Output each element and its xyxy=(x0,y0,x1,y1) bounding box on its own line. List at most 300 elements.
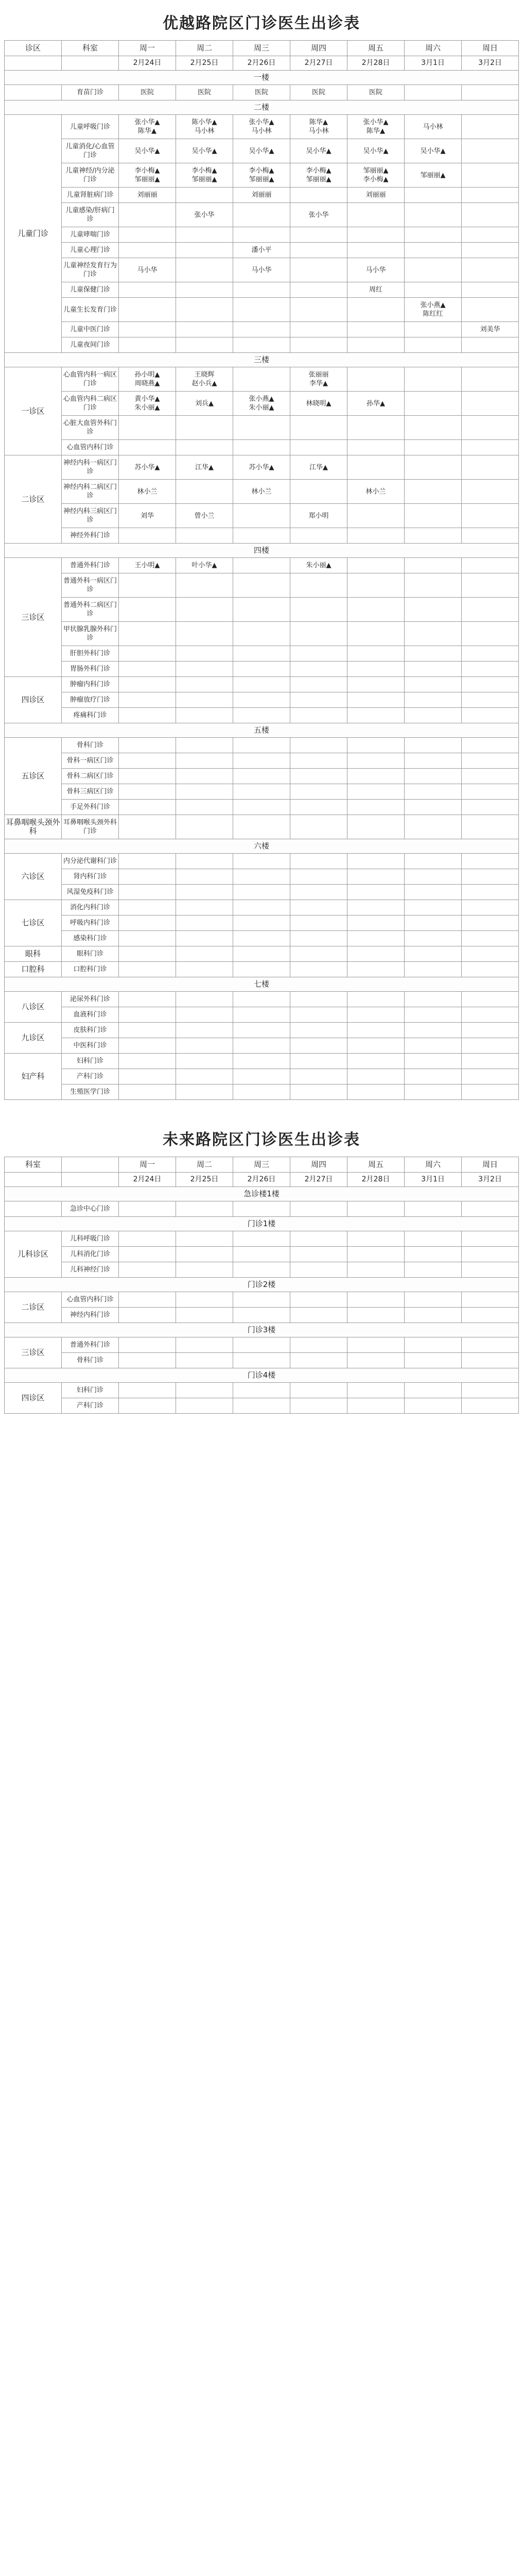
doctor-cell xyxy=(176,622,233,646)
doctor-cell xyxy=(119,573,176,598)
doctor-cell xyxy=(119,885,176,900)
floor-label: 三楼 xyxy=(5,353,519,367)
department-name: 心脏大血管外科门诊 xyxy=(62,416,119,440)
doctor-cell xyxy=(347,1038,405,1054)
doctor-cell: 朱小丽▲ xyxy=(290,558,347,573)
doctor-cell xyxy=(176,854,233,869)
doctor-cell xyxy=(119,800,176,815)
doctor-cell xyxy=(405,440,462,455)
table-row xyxy=(5,1023,519,1038)
doctor-cell xyxy=(119,227,176,243)
table-row xyxy=(5,646,519,662)
doctor-cell xyxy=(347,598,405,622)
header-cell: 周日 xyxy=(462,1157,519,1173)
doctor-cell xyxy=(176,646,233,662)
table-row xyxy=(5,440,519,455)
doctor-cell xyxy=(176,800,233,815)
table-row xyxy=(5,1054,519,1069)
doctor-cell xyxy=(176,662,233,677)
doctor-cell xyxy=(119,753,176,769)
section-label: 七诊区 xyxy=(5,900,62,946)
doctor-cell xyxy=(119,1231,176,1247)
doctor-cell xyxy=(233,203,290,227)
doctor-cell xyxy=(405,1262,462,1278)
doctor-cell xyxy=(462,1069,519,1084)
table-row xyxy=(5,480,519,504)
doctor-cell xyxy=(347,1292,405,1308)
doctor-cell xyxy=(119,528,176,544)
doctor-cell xyxy=(290,337,347,353)
doctor-cell xyxy=(176,227,233,243)
date-cell: 2月24日 xyxy=(119,1173,176,1187)
doctor-cell xyxy=(290,753,347,769)
doctor-cell: 吴小华▲ xyxy=(233,139,290,163)
doctor-cell xyxy=(290,1353,347,1368)
doctor-cell xyxy=(462,337,519,353)
date-cell: 2月27日 xyxy=(290,56,347,71)
doctor-cell xyxy=(405,1069,462,1084)
department-name: 普通外科门诊 xyxy=(62,558,119,573)
doctor-cell: 吴小华▲ xyxy=(176,139,233,163)
section-label: 三诊区 xyxy=(5,1337,62,1368)
doctor-cell xyxy=(176,900,233,916)
doctor-cell xyxy=(347,1231,405,1247)
department-name: 妇科门诊 xyxy=(62,1383,119,1398)
doctor-cell xyxy=(176,258,233,282)
doctor-cell xyxy=(233,900,290,916)
department-name: 骨科门诊 xyxy=(62,738,119,753)
floor-row xyxy=(5,100,519,115)
doctor-cell xyxy=(290,1337,347,1353)
doctor-cell xyxy=(119,1054,176,1069)
doctor-cell xyxy=(462,708,519,723)
schedule2-table xyxy=(4,1157,519,1414)
doctor-cell xyxy=(119,738,176,753)
table-row xyxy=(5,258,519,282)
doctor-cell xyxy=(405,662,462,677)
department-name: 儿童心理门诊 xyxy=(62,243,119,258)
doctor-cell xyxy=(462,962,519,977)
doctor-cell xyxy=(176,1069,233,1084)
doctor-cell xyxy=(405,258,462,282)
doctor-cell xyxy=(119,708,176,723)
department-name: 儿童夜间门诊 xyxy=(62,337,119,353)
doctor-cell xyxy=(176,1262,233,1278)
table-row xyxy=(5,298,519,322)
doctor-cell xyxy=(233,800,290,815)
doctor-cell xyxy=(347,1262,405,1278)
doctor-cell xyxy=(347,416,405,440)
doctor-cell: 江华▲ xyxy=(176,455,233,480)
table-row xyxy=(5,662,519,677)
doctor-cell xyxy=(405,854,462,869)
section-label: 一诊区 xyxy=(5,367,62,455)
doctor-cell xyxy=(347,622,405,646)
doctor-cell xyxy=(405,243,462,258)
doctor-cell: 江华▲ xyxy=(290,455,347,480)
table-row xyxy=(5,392,519,416)
date-cell: 2月24日 xyxy=(119,56,176,71)
doctor-cell xyxy=(119,1292,176,1308)
floor-row xyxy=(5,353,519,367)
doctor-cell xyxy=(290,1023,347,1038)
doctor-cell xyxy=(290,1038,347,1054)
doctor-cell xyxy=(347,931,405,946)
doctor-cell: 马小华 xyxy=(233,258,290,282)
doctor-cell xyxy=(347,916,405,931)
floor-label: 门诊2楼 xyxy=(5,1278,519,1292)
doctor-cell xyxy=(119,854,176,869)
doctor-cell xyxy=(233,622,290,646)
table-row xyxy=(5,900,519,916)
department-name: 普通外科门诊 xyxy=(62,1337,119,1353)
doctor-cell xyxy=(347,322,405,337)
header-cell: 周三 xyxy=(233,1157,290,1173)
table-row xyxy=(5,528,519,544)
doctor-cell xyxy=(405,1007,462,1023)
doctor-cell xyxy=(405,753,462,769)
table-row xyxy=(5,504,519,528)
header-cell: 诊区 xyxy=(5,41,62,56)
doctor-cell xyxy=(290,1069,347,1084)
doctor-cell xyxy=(290,738,347,753)
floor-row xyxy=(5,544,519,558)
doctor-cell xyxy=(176,298,233,322)
doctor-cell xyxy=(290,1007,347,1023)
section-label: 四诊区 xyxy=(5,677,62,723)
doctor-cell xyxy=(290,677,347,692)
table-row xyxy=(5,992,519,1007)
doctor-cell xyxy=(405,885,462,900)
table-row xyxy=(5,753,519,769)
floor-label: 五楼 xyxy=(5,723,519,738)
doctor-cell xyxy=(290,1084,347,1100)
doctor-cell xyxy=(405,946,462,962)
table-row xyxy=(5,1383,519,1398)
doctor-cell xyxy=(347,962,405,977)
doctor-cell: 林小兰 xyxy=(233,480,290,504)
doctor-cell xyxy=(462,188,519,203)
schedule-page xyxy=(4,0,519,1414)
doctor-cell xyxy=(176,480,233,504)
doctor-cell xyxy=(233,1054,290,1069)
doctor-cell: 孙华▲ xyxy=(347,392,405,416)
doctor-cell xyxy=(290,708,347,723)
floor-label: 六楼 xyxy=(5,839,519,854)
doctor-cell xyxy=(462,1231,519,1247)
date-cell: 3月1日 xyxy=(405,56,462,71)
doctor-cell: 张小华▲ 马小林 xyxy=(233,115,290,139)
doctor-cell: 李小梅▲ 邹丽丽▲ xyxy=(233,163,290,188)
doctor-cell: 刘兵▲ xyxy=(176,392,233,416)
doctor-cell xyxy=(176,528,233,544)
doctor-cell xyxy=(119,440,176,455)
doctor-cell xyxy=(233,1353,290,1368)
doctor-cell xyxy=(119,243,176,258)
doctor-cell xyxy=(405,800,462,815)
doctor-cell xyxy=(290,992,347,1007)
doctor-cell xyxy=(405,282,462,298)
department-name: 产科门诊 xyxy=(62,1398,119,1414)
doctor-cell xyxy=(119,1308,176,1323)
department-name: 中医科门诊 xyxy=(62,1038,119,1054)
doctor-cell xyxy=(119,416,176,440)
doctor-cell xyxy=(405,992,462,1007)
doctor-cell xyxy=(405,646,462,662)
doctor-cell xyxy=(176,1201,233,1217)
doctor-cell xyxy=(233,416,290,440)
doctor-cell xyxy=(233,1201,290,1217)
doctor-cell xyxy=(119,337,176,353)
doctor-cell xyxy=(290,1201,347,1217)
doctor-cell xyxy=(119,662,176,677)
doctor-cell xyxy=(462,85,519,100)
doctor-cell xyxy=(405,692,462,708)
doctor-cell xyxy=(462,784,519,800)
doctor-cell xyxy=(290,1054,347,1069)
doctor-cell xyxy=(233,322,290,337)
doctor-cell xyxy=(119,1337,176,1353)
doctor-cell xyxy=(119,815,176,839)
doctor-cell xyxy=(233,1038,290,1054)
doctor-cell xyxy=(462,769,519,784)
doctor-cell xyxy=(233,946,290,962)
doctor-cell xyxy=(462,692,519,708)
doctor-cell xyxy=(119,646,176,662)
doctor-cell xyxy=(405,1337,462,1353)
doctor-cell xyxy=(119,1201,176,1217)
doctor-cell xyxy=(290,622,347,646)
doctor-cell xyxy=(405,1038,462,1054)
doctor-cell xyxy=(462,1201,519,1217)
table-row xyxy=(5,598,519,622)
doctor-cell xyxy=(462,1247,519,1262)
doctor-cell xyxy=(290,869,347,885)
department-name: 妇科门诊 xyxy=(62,1054,119,1069)
doctor-cell: 张丽丽 李华▲ xyxy=(290,367,347,392)
doctor-cell xyxy=(290,243,347,258)
doctor-cell xyxy=(290,662,347,677)
doctor-cell xyxy=(347,854,405,869)
doctor-cell xyxy=(405,188,462,203)
doctor-cell: 马小华 xyxy=(119,258,176,282)
doctor-cell xyxy=(405,337,462,353)
doctor-cell xyxy=(119,282,176,298)
floor-label: 四楼 xyxy=(5,544,519,558)
table-row xyxy=(5,1308,519,1323)
doctor-cell xyxy=(233,1231,290,1247)
department-name: 甲状腺乳腺外科门诊 xyxy=(62,622,119,646)
doctor-cell: 邹丽丽▲ 李小梅▲ xyxy=(347,163,405,188)
department-name: 血液科门诊 xyxy=(62,1007,119,1023)
doctor-cell xyxy=(462,480,519,504)
doctor-cell xyxy=(290,1308,347,1323)
doctor-cell: 王晓辉 赵小兵▲ xyxy=(176,367,233,392)
department-name: 风湿免疫科门诊 xyxy=(62,885,119,900)
doctor-cell xyxy=(405,1398,462,1414)
schedule1-table xyxy=(4,40,519,1100)
doctor-cell xyxy=(405,1084,462,1100)
table-row xyxy=(5,869,519,885)
doctor-cell xyxy=(405,769,462,784)
table-row xyxy=(5,139,519,163)
doctor-cell: 张小华 xyxy=(176,203,233,227)
doctor-cell xyxy=(290,646,347,662)
date-cell: 3月1日 xyxy=(405,1173,462,1187)
doctor-cell xyxy=(347,298,405,322)
doctor-cell xyxy=(347,1069,405,1084)
doctor-cell xyxy=(405,869,462,885)
doctor-cell xyxy=(347,946,405,962)
doctor-cell xyxy=(176,815,233,839)
doctor-cell xyxy=(405,622,462,646)
doctor-cell xyxy=(119,1262,176,1278)
doctor-cell xyxy=(290,784,347,800)
doctor-cell xyxy=(176,188,233,203)
doctor-cell xyxy=(347,692,405,708)
doctor-cell xyxy=(347,869,405,885)
doctor-cell xyxy=(405,1247,462,1262)
table-row xyxy=(5,573,519,598)
doctor-cell xyxy=(462,1337,519,1353)
department-name: 骨科一病区门诊 xyxy=(62,753,119,769)
doctor-cell: 刘丽丽 xyxy=(347,188,405,203)
doctor-cell xyxy=(233,573,290,598)
doctor-cell xyxy=(462,367,519,392)
doctor-cell xyxy=(119,1353,176,1368)
doctor-cell xyxy=(347,203,405,227)
section-label: 口腔科 xyxy=(5,962,62,977)
doctor-cell xyxy=(405,1308,462,1323)
department-name: 育苗门诊 xyxy=(62,85,119,100)
table-row xyxy=(5,85,519,100)
doctor-cell xyxy=(290,854,347,869)
doctor-cell xyxy=(462,163,519,188)
department-name: 儿童中医门诊 xyxy=(62,322,119,337)
table-row xyxy=(5,188,519,203)
department-name: 感染科门诊 xyxy=(62,931,119,946)
doctor-cell xyxy=(119,784,176,800)
doctor-cell xyxy=(290,480,347,504)
doctor-cell xyxy=(405,1292,462,1308)
doctor-cell xyxy=(347,1007,405,1023)
doctor-cell xyxy=(233,504,290,528)
doctor-cell: 吴小华▲ xyxy=(347,139,405,163)
floor-row xyxy=(5,1187,519,1201)
doctor-cell xyxy=(462,1398,519,1414)
header-cell: 周一 xyxy=(119,41,176,56)
doctor-cell xyxy=(290,227,347,243)
doctor-cell xyxy=(462,931,519,946)
doctor-cell xyxy=(462,598,519,622)
table-row xyxy=(5,1069,519,1084)
doctor-cell: 李小梅▲ 邹丽丽▲ xyxy=(119,163,176,188)
doctor-cell xyxy=(176,1353,233,1368)
doctor-cell: 张小华 xyxy=(290,203,347,227)
table-row xyxy=(5,854,519,869)
doctor-cell xyxy=(405,931,462,946)
doctor-cell xyxy=(119,298,176,322)
doctor-cell xyxy=(176,1231,233,1247)
doctor-cell xyxy=(405,1054,462,1069)
doctor-cell xyxy=(176,337,233,353)
doctor-cell xyxy=(176,885,233,900)
floor-label: 二楼 xyxy=(5,100,519,115)
department-name: 神经内科二病区门诊 xyxy=(62,480,119,504)
doctor-cell xyxy=(405,962,462,977)
floor-row xyxy=(5,1323,519,1337)
doctor-cell: 曾小兰 xyxy=(176,504,233,528)
department-name: 儿科呼吸门诊 xyxy=(62,1231,119,1247)
doctor-cell xyxy=(347,708,405,723)
doctor-cell xyxy=(176,931,233,946)
doctor-cell xyxy=(347,455,405,480)
doctor-cell xyxy=(405,598,462,622)
department-name: 儿童哮喘门诊 xyxy=(62,227,119,243)
doctor-cell xyxy=(405,392,462,416)
doctor-cell xyxy=(233,753,290,769)
doctor-cell xyxy=(290,692,347,708)
doctor-cell xyxy=(176,322,233,337)
section-label xyxy=(5,1201,62,1217)
department-name: 耳鼻咽喉头颈外科门诊 xyxy=(62,815,119,839)
doctor-cell xyxy=(176,1084,233,1100)
doctor-cell xyxy=(176,416,233,440)
header-cell: 周三 xyxy=(233,41,290,56)
doctor-cell xyxy=(233,227,290,243)
doctor-cell xyxy=(405,558,462,573)
doctor-cell xyxy=(176,946,233,962)
doctor-cell xyxy=(347,662,405,677)
doctor-cell xyxy=(176,1383,233,1398)
section-label: 五诊区 xyxy=(5,738,62,815)
header-cell: 周五 xyxy=(347,41,405,56)
department-name: 生殖医学门诊 xyxy=(62,1084,119,1100)
floor-label: 七楼 xyxy=(5,977,519,992)
doctor-cell xyxy=(233,738,290,753)
doctor-cell xyxy=(119,1084,176,1100)
doctor-cell xyxy=(347,1353,405,1368)
doctor-cell xyxy=(176,992,233,1007)
doctor-cell: 马小林 xyxy=(405,115,462,139)
doctor-cell: 刘美华 xyxy=(462,322,519,337)
doctor-cell xyxy=(176,598,233,622)
department-name: 肿瘤放疗门诊 xyxy=(62,692,119,708)
doctor-cell xyxy=(290,1247,347,1262)
department-name: 肾内科门诊 xyxy=(62,869,119,885)
doctor-cell xyxy=(462,203,519,227)
header-cell: 周日 xyxy=(462,41,519,56)
department-name: 神经内科一病区门诊 xyxy=(62,455,119,480)
table-row xyxy=(5,115,519,139)
doctor-cell xyxy=(405,528,462,544)
header-cell: 周二 xyxy=(176,1157,233,1173)
doctor-cell xyxy=(176,784,233,800)
doctor-cell xyxy=(176,573,233,598)
doctor-cell xyxy=(462,243,519,258)
doctor-cell xyxy=(233,1023,290,1038)
doctor-cell xyxy=(462,440,519,455)
doctor-cell xyxy=(462,1054,519,1069)
doctor-cell xyxy=(462,573,519,598)
doctor-cell xyxy=(119,1007,176,1023)
department-name: 儿童感染/肝病门诊 xyxy=(62,203,119,227)
doctor-cell xyxy=(462,282,519,298)
doctor-cell xyxy=(290,885,347,900)
doctor-cell xyxy=(462,900,519,916)
doctor-cell xyxy=(176,677,233,692)
doctor-cell xyxy=(233,1292,290,1308)
